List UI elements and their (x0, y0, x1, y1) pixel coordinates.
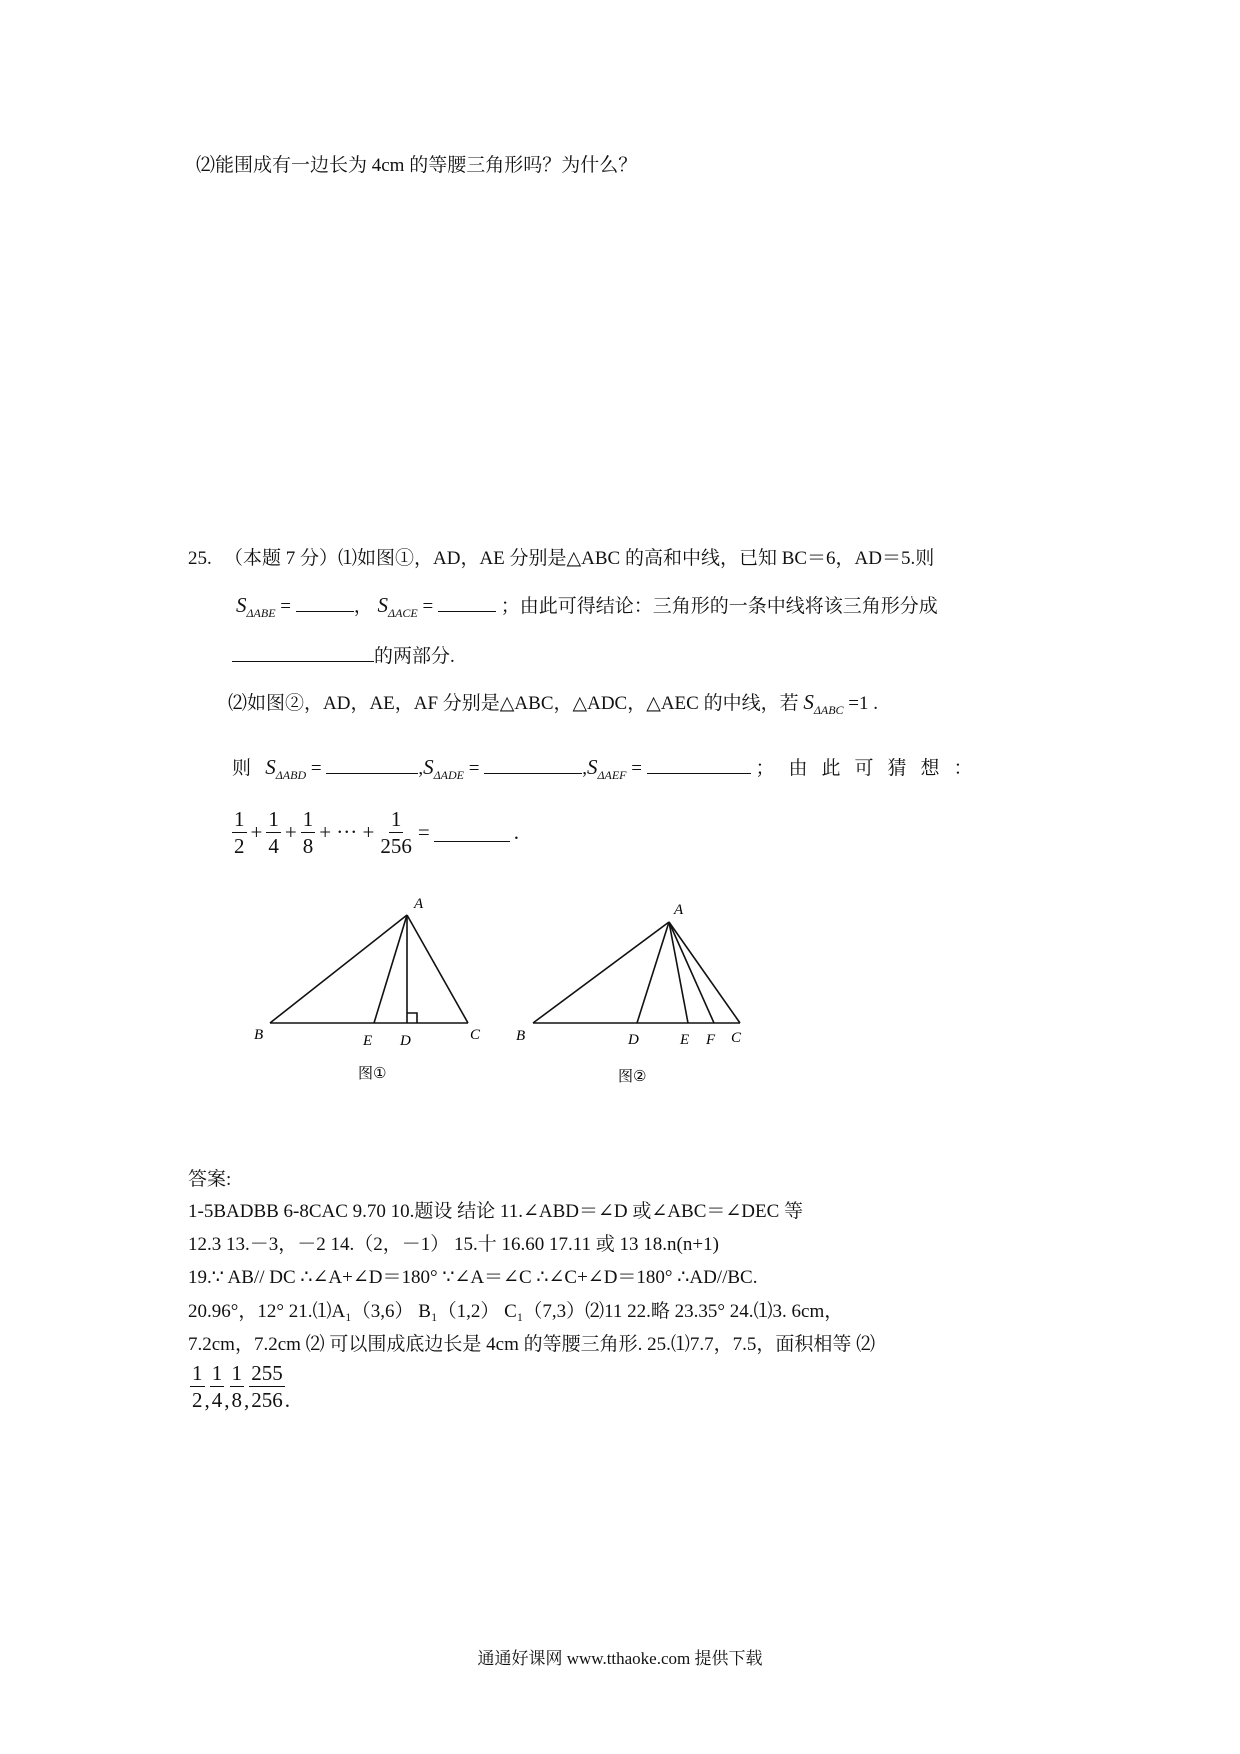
area-subscript: ΔADE (433, 768, 464, 782)
label-e: E (363, 1033, 373, 1049)
part2-end: =1 . (848, 693, 879, 714)
figure-1 (250, 888, 490, 1084)
fraction (378, 806, 414, 859)
footer: 通通好课网 www.tthaoke.com 提供下载 (477, 1649, 763, 1668)
numerator: 1 (390, 807, 402, 831)
segment-ab (270, 915, 407, 1023)
equals: = (280, 596, 292, 617)
area-symbol: S (377, 593, 389, 617)
period: . (284, 1388, 290, 1412)
denominator: 256 (251, 1388, 283, 1412)
area-subscript: ΔAEF (597, 768, 627, 782)
area-subscript: ΔACE (388, 606, 418, 620)
question-25-part2-blanks: 则 $S_{\Delta ABD} = ,S_{\Delta ADE} = ,S_{\Delta AEF}$ = ；由此可猜想： (232, 755, 987, 782)
answer-blank[interactable] (647, 755, 751, 774)
denominator: 4 (268, 834, 279, 858)
fraction (266, 806, 281, 859)
ellipsis-plus: + ··· + (319, 820, 375, 844)
equals: = (631, 758, 642, 779)
part2-text: ⑵如图②，AD，AE，AF 分别是△ABC，△ADC，△AEC 的中线，若 (228, 693, 799, 714)
answer-blank[interactable] (326, 755, 418, 774)
label-d: D (400, 1033, 411, 1049)
label-b: B (254, 1027, 264, 1043)
area-symbol: S (265, 755, 276, 779)
label-a: A (414, 896, 424, 912)
denominator: 8 (231, 1388, 242, 1412)
segment-ac (407, 915, 468, 1023)
guess-text: ；由此可猜想： (755, 758, 987, 779)
fraction (232, 806, 247, 859)
fraction (190, 1360, 205, 1413)
equals: = (422, 596, 434, 617)
right-angle-mark (407, 1013, 417, 1023)
comma: , (204, 1388, 210, 1412)
numerator: 1 (268, 807, 279, 831)
median-af (669, 922, 714, 1023)
answer-blank[interactable] (232, 643, 374, 662)
figure-2 (510, 888, 770, 1088)
answers-line-1: 1-5BADBB 6-8CAC 9.70 10.题设 结论 11.∠ABD＝∠D 或∠ABC＝∠DEC 等 (188, 1201, 804, 1222)
label-b: B (516, 1028, 526, 1044)
numerator: 255 (251, 1361, 283, 1385)
label-a: A (674, 902, 684, 918)
question-24-part2: ⑵能围成有一边长为 4cm 的等腰三角形吗？为什么？ (196, 155, 638, 176)
fraction (230, 1360, 245, 1413)
question-25-part2 (228, 690, 878, 717)
caption-fig2: 图② (618, 1067, 647, 1085)
equals: = (310, 758, 322, 779)
answer-blank[interactable] (296, 593, 354, 612)
caption-fig1: 图① (358, 1064, 387, 1082)
answers-title: 答案: (188, 1169, 232, 1190)
question-25-number: 25. (188, 548, 212, 569)
conclusion-end: 的两部分. (374, 646, 455, 667)
equals: = (468, 758, 480, 779)
fraction (301, 806, 316, 859)
segment-ab (533, 922, 669, 1023)
plus: + (284, 820, 297, 844)
denominator: 256 (380, 834, 412, 858)
numerator: 1 (231, 1361, 242, 1385)
area-subscript: ΔABD (275, 768, 307, 782)
numerator: 1 (302, 807, 314, 831)
answers-line-3: 19.∵ AB// DC ∴∠A+∠D＝180° ∵∠A＝∠C ∴∠C+∠D＝180° ∴AD//BC. (188, 1267, 758, 1288)
denominator: 4 (211, 1388, 223, 1412)
question-25-intro: （本题 7 分）⑴如图①，AD，AE 分别是△ABC 的高和中线，已知 BC＝6，AD＝5.则 (224, 548, 935, 569)
median-ad (637, 922, 669, 1023)
label-c: C (731, 1030, 742, 1046)
area-symbol: S (803, 690, 814, 714)
answers-line-2: 12.3 13.－3，－2 14.（2，－1） 15.十 16.60 17.11 或 13 18.n(n+1) (188, 1234, 719, 1255)
comma: , (224, 1388, 230, 1412)
period: . (513, 820, 519, 844)
answer-blank[interactable] (434, 823, 510, 842)
area-symbol: S (586, 755, 598, 779)
question-25-line1: $S_{\Delta ABE}$ = ， $S_{\Delta ACE}$ = ；由此可得结论：三角形的一条中线将该三角形分成 (236, 593, 938, 620)
label-e: E (680, 1032, 690, 1048)
answers-fractions (190, 1360, 290, 1413)
denominator: 2 (192, 1388, 203, 1412)
answer-blank[interactable] (438, 593, 496, 612)
denominator: 8 (302, 834, 314, 858)
segment-ac (669, 922, 740, 1023)
area-symbol: S (423, 755, 434, 779)
answers-line-4: 20.96°，12° 21.⑴A₁（3,6） B₁（1,2） C₁（7,3）⑵11 22.略 23.35° 24.⑴3. 6cm， (188, 1301, 844, 1322)
area-subscript: ΔABC (813, 703, 844, 717)
equals: = (417, 820, 430, 844)
comma: , (244, 1388, 250, 1412)
question-25-line2 (232, 643, 455, 669)
numerator: 1 (192, 1361, 203, 1385)
label-d: D (628, 1032, 639, 1048)
fraction-sum (232, 806, 519, 859)
answer-blank[interactable] (484, 755, 582, 774)
median-ae (669, 922, 688, 1023)
conclusion-text: ；由此可得结论：三角形的一条中线将该三角形分成 (500, 596, 938, 617)
label-c: C (470, 1027, 481, 1043)
fraction (249, 1360, 285, 1413)
then-text: 则 (232, 758, 252, 779)
denominator: 2 (234, 834, 245, 858)
plus: + (250, 820, 263, 844)
numerator: 1 (211, 1361, 223, 1385)
fraction (210, 1360, 225, 1413)
numerator: 1 (234, 807, 245, 831)
answers-line-5: 7.2cm，7.2cm ⑵ 可以围成底边长是 4cm 的等腰三角形. 25.⑴7.7，7.5，面积相等 ⑵ (188, 1334, 876, 1355)
area-symbol: S (236, 593, 247, 617)
area-subscript: ΔABE (246, 606, 276, 620)
median-ae (374, 915, 407, 1023)
label-f: F (706, 1032, 716, 1048)
